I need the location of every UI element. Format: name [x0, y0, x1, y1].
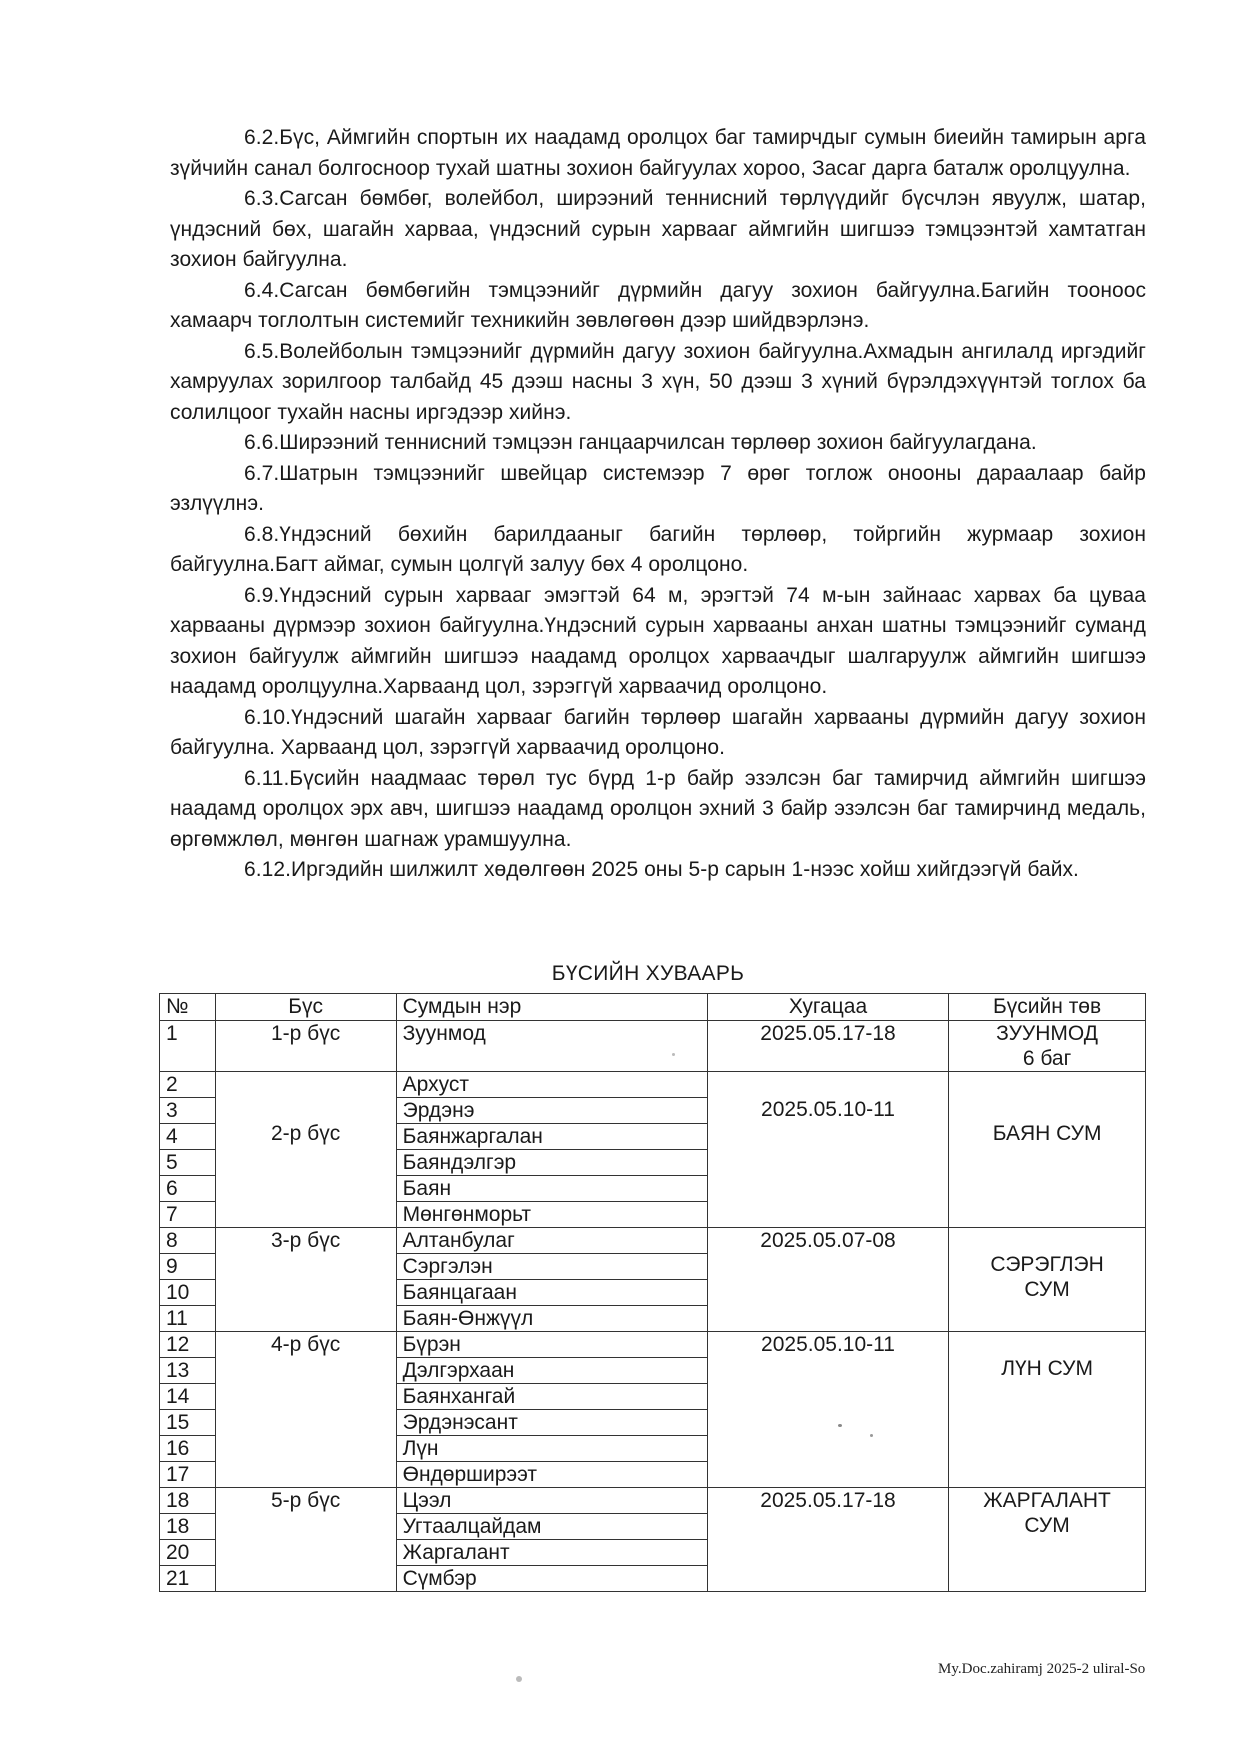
- zone-name: [215, 1072, 396, 1228]
- row-no: 8: [160, 1228, 216, 1254]
- zone-date: [707, 1332, 948, 1488]
- body-text: [170, 123, 1146, 886]
- row-no: 21: [160, 1566, 216, 1592]
- sum-name: Эрдэнэсант: [396, 1410, 707, 1436]
- zone-center-line2: СУМ: [1024, 1278, 1070, 1301]
- header-bus: Бүс: [215, 994, 396, 1021]
- header-center: Бүсийн төв: [949, 994, 1146, 1021]
- table-row: [160, 1228, 1146, 1254]
- row-no: 18: [160, 1514, 216, 1540]
- table-row: [160, 1021, 1146, 1072]
- paragraph-6-3: 6.3.Сагсан бөмбөг, волейбол, ширээний теннисний төрлүүдийг бүсчлэн явуулж, шатар, үндэсний бөх, шагайн харваа, үндэсний сурын харвааг аймгийн шигшээ тэмцээнтэй хамтатган зохион байгуулна.: [170, 187, 1146, 271]
- zone-center-line1: ЛҮН СУМ: [1001, 1357, 1093, 1380]
- sum-name: Сэргэлэн: [396, 1254, 707, 1280]
- row-no: 11: [160, 1306, 216, 1332]
- sum-name: Баянцагаан: [396, 1280, 707, 1306]
- sum-name: Мөнгөнморьт: [396, 1202, 707, 1228]
- row-no: 2: [160, 1072, 216, 1098]
- zone-center: [949, 1021, 1146, 1072]
- zone-date-label: 2025.05.07-08: [760, 1229, 896, 1252]
- zone-center: [949, 1488, 1146, 1592]
- table-row: [160, 1072, 1146, 1098]
- zone-name-label: 5-р бүс: [270, 1489, 341, 1512]
- zone-center-line2: 6 баг: [1022, 1047, 1072, 1070]
- row-no: 3: [160, 1098, 216, 1124]
- zone-date: [707, 1072, 948, 1228]
- sum-name: Бүрэн: [396, 1332, 707, 1358]
- sum-name: Баянхангай: [396, 1384, 707, 1410]
- row-no: 10: [160, 1280, 216, 1306]
- zone-date-label: 2025.05.10-11: [761, 1098, 895, 1121]
- zone-name: [215, 1228, 396, 1332]
- row-no: 12: [160, 1332, 216, 1358]
- sum-name: Дэлгэрхаан: [396, 1358, 707, 1384]
- zone-center-line2: СУМ: [1024, 1514, 1070, 1537]
- paragraph-6-11: 6.11.Бүсийн наадмаас төрөл тус бүрд 1-р байр эзэлсэн баг тамирчид аймгийн шигшээ наадамд оролцох эрх авч, шигшээ наадамд оролцон эхний 3 байр эзэлсэн баг тамирчинд медаль, өргөмжлөл, мөнгөн шагнаж урамшуулна.: [170, 766, 1146, 851]
- paragraph-6-4: 6.4.Сагсан бөмбөгийн тэмцээнийг дүрмийн дагуу зохион байгуулна.Багийн тооноос хамаарч тоглолтын системийг техникийн зөвлөгөөн дээр шийдвэрлэнэ.: [170, 278, 1146, 332]
- paragraph-6-2: 6.2.Бүс, Аймгийн спортын их наадамд оролцох баг тамирчдыг сумын биеийн тамирын арга зүйчийн санал болгосноор тухай шатны зохион байгуулах хороо, Засаг дарга баталж оролцуулна.: [170, 126, 1146, 180]
- sum-name: Цээл: [396, 1488, 707, 1514]
- row-no: 9: [160, 1254, 216, 1280]
- sum-name: Сүмбэр: [396, 1566, 707, 1592]
- paragraph-6-6: 6.6.Ширээний теннисний тэмцээн ганцаарчилсан төрлөөр зохион байгуулагдана.: [244, 431, 1037, 454]
- table-header-row: [160, 994, 1146, 1021]
- sum-name: Лүн: [396, 1436, 707, 1462]
- row-no: 16: [160, 1436, 216, 1462]
- zone-date-label: 2025.05.10-11: [761, 1333, 895, 1356]
- zone-center-line1: СЭРЭГЛЭН: [990, 1253, 1104, 1276]
- zone-center-line1: ЖАРГАЛАНТ: [983, 1489, 1111, 1512]
- footer-note: My.Doc.zahiramj 2025-2 uliral-So: [938, 1661, 1146, 1677]
- row-no: 4: [160, 1124, 216, 1150]
- paragraph-6-12: 6.12.Иргэдийн шилжилт хөдөлгөөн 2025 оны 5-р сарын 1-нээс хойш хийгдээгүй байх.: [244, 858, 1079, 881]
- zone-date: [707, 1228, 948, 1332]
- paragraph-6-10: 6.10.Үндэсний шагайн харвааг багийн төрлөөр шагайн харвааны дүрмийн дагуу зохион байгуулна. Харваанд цол, зэрэггүй харваачид оролцоно.: [170, 705, 1146, 759]
- row-no: 6: [160, 1176, 216, 1202]
- sum-name: Алтанбулаг: [396, 1228, 707, 1254]
- sum-name: Зуунмод: [396, 1021, 707, 1072]
- sum-name: Баян-Өнжүүл: [396, 1306, 707, 1332]
- zone-date-label: 2025.05.17-18: [760, 1489, 896, 1512]
- sum-name: Баян: [396, 1176, 707, 1202]
- zone-name-label: 2-р бүс: [270, 1122, 341, 1145]
- row-no: 20: [160, 1540, 216, 1566]
- zone-center: [949, 1072, 1146, 1228]
- scan-speck: [870, 1434, 873, 1437]
- paragraph-6-7: 6.7.Шатрын тэмцээнийг швейцар системээр 7 өрөг тоглож онооны дараалаар байр эзлүүлнэ.: [170, 461, 1146, 515]
- row-no: 7: [160, 1202, 216, 1228]
- scan-speck: [838, 1424, 842, 1427]
- row-no: 17: [160, 1462, 216, 1488]
- row-no: 14: [160, 1384, 216, 1410]
- sum-name: Баянжаргалан: [396, 1124, 707, 1150]
- zone-name-label: 4-р бүс: [270, 1333, 341, 1356]
- table-row: [160, 1488, 1146, 1514]
- zone-name-label: 3-р бүс: [270, 1229, 341, 1252]
- sum-name: Угтаалцайдам: [396, 1514, 707, 1540]
- schedule-title: БҮСИЙН ХУВААРЬ: [551, 962, 745, 985]
- row-no: 5: [160, 1150, 216, 1176]
- zone-center-line1: ЗУУНМОД: [996, 1022, 1099, 1045]
- paragraph-6-5: 6.5.Волейболын тэмцээнийг дүрмийн дагуу зохион байгуулна.Ахмадын ангилалд иргэдийг хамруулах зорилгоор талбайд 45 дээш насны 3 хүн, 50 дээш 3 хүний бүрэлдэхүүнтэй тоглох ба солилцоог тухайн насны иргэдээр хийнэ.: [170, 339, 1146, 424]
- row-no: 1: [160, 1021, 216, 1072]
- sum-name: Архуст: [396, 1072, 707, 1098]
- sum-name: Баяндэлгэр: [396, 1150, 707, 1176]
- row-no: 13: [160, 1358, 216, 1384]
- zone-center-line1: БАЯН СУМ: [992, 1122, 1102, 1145]
- paragraph-6-9: 6.9.Үндэсний сурын харвааг эмэгтэй 64 м, эрэгтэй 74 м-ын зайнаас харвах ба цуваа харвааны дүрмээр зохион байгуулна.Үндэсний сурын харвааны анхан шатны тэмцээнийг суманд зохион байгуулж аймгийн шигшээ наадамд оролцох харваачдыг шалгаруулж аймгийн шигшээ наадамд оролцуулна.Харваанд цол, зэрэггүй харваачид оролцоно.: [170, 583, 1146, 698]
- schedule-table: [159, 993, 1146, 1592]
- zone-center: [949, 1332, 1146, 1488]
- row-no: 15: [160, 1410, 216, 1436]
- header-date: Хугацаа: [707, 994, 948, 1021]
- paragraph-6-8: 6.8.Үндэсний бөхийн барилдааныг багийн төрлөөр, тойргийн журмаар зохион байгуулна.Багт аймаг, сумын цолгүй залуу бөх 4 оролцоно.: [170, 522, 1146, 576]
- header-no: №: [160, 994, 216, 1021]
- scan-speck: [516, 1676, 522, 1682]
- table-row: [160, 1332, 1146, 1358]
- sum-name: Эрдэнэ: [396, 1098, 707, 1124]
- zone-name: [215, 1488, 396, 1592]
- zone-date: 2025.05.17-18: [707, 1021, 948, 1072]
- zone-date: [707, 1488, 948, 1592]
- row-no: 18: [160, 1488, 216, 1514]
- zone-name: 1-р бүс: [215, 1021, 396, 1072]
- sum-name: Өндөрширээт: [396, 1462, 707, 1488]
- scan-speck: [672, 1053, 675, 1056]
- zone-name: [215, 1332, 396, 1488]
- sum-name: Жаргалант: [396, 1540, 707, 1566]
- zone-center: [949, 1228, 1146, 1332]
- header-sum: Сумдын нэр: [396, 994, 707, 1021]
